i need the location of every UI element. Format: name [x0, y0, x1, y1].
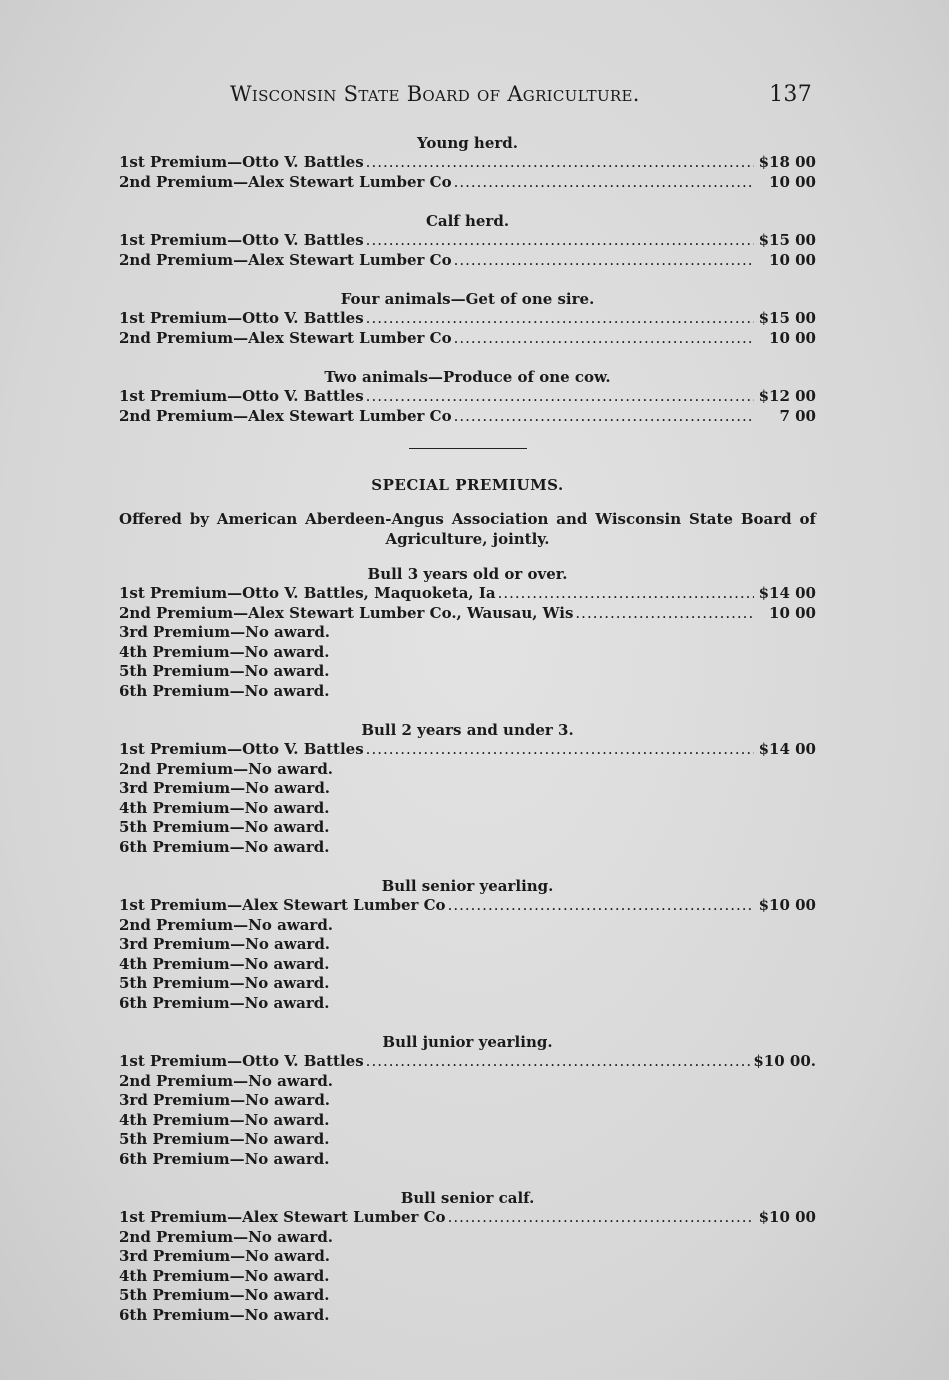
premium-entry: [119, 329, 816, 349]
premium-entry-label: 2nd Premium—Alex Stewart Lumber Co: [119, 172, 452, 191]
premium-entry-label: 4th Premium—No award.: [119, 954, 330, 973]
premium-entry: [119, 1072, 816, 1092]
premium-entry: [119, 309, 816, 329]
premium-entry-label: 2nd Premium—Alex Stewart Lumber Co., Wausau, Wis: [119, 603, 574, 622]
premium-entry: [119, 1247, 816, 1267]
premium-entry-label: 3rd Premium—No award.: [119, 623, 331, 641]
special-premiums-title: SPECIAL PREMIUMS.: [371, 476, 564, 494]
premium-class: [119, 1189, 816, 1325]
premium-entry: [119, 643, 816, 663]
premium-entry: [119, 623, 816, 643]
class-heading: Four animals—Get of one sire.: [340, 290, 595, 308]
premium-class: [119, 134, 816, 192]
premium-amount: $14 00: [758, 740, 816, 758]
class-heading: Two animals—Produce of one cow.: [324, 368, 611, 386]
dot-leader: [366, 1052, 752, 1072]
premium-entry-label: 5th Premium—No award.: [119, 1130, 330, 1148]
premium-entry-label: 4th Premium—No award.: [119, 1266, 330, 1285]
premium-entry-label: 3rd Premium—No award.: [119, 1091, 331, 1109]
premium-amount: $14 00: [758, 584, 816, 602]
section-gap: [119, 270, 816, 290]
premium-amount: 10 00: [769, 250, 816, 269]
premium-entry-label: 6th Premium—No award.: [119, 1149, 330, 1168]
premium-entry: [119, 153, 816, 173]
dot-leader: [448, 896, 754, 916]
premium-entry-label: 4th Premium—No award.: [119, 798, 330, 817]
premium-entry-label: 1st Premium—Otto V. Battles: [119, 309, 364, 327]
premium-entry-label: 2nd Premium—No award.: [119, 1227, 334, 1246]
section-gap: [119, 1013, 816, 1033]
premium-entry-label: 6th Premium—No award.: [119, 681, 330, 700]
premium-class: [119, 290, 816, 348]
premium-entry: [119, 740, 816, 760]
premium-entry: [119, 955, 816, 975]
premium-amount: 10 00: [769, 328, 816, 347]
premium-entry-label: 3rd Premium—No award.: [119, 1247, 331, 1265]
premium-entry-label: 5th Premium—No award.: [119, 974, 330, 992]
premium-entry: [119, 1130, 816, 1150]
premium-entry: [119, 584, 816, 604]
section-gap: [119, 348, 816, 368]
premium-amount: 7 00: [779, 406, 816, 425]
premium-entry-label: 1st Premium—Otto V. Battles: [119, 1052, 364, 1070]
class-heading: Bull senior calf.: [400, 1189, 535, 1207]
premium-entry-label: 2nd Premium—Alex Stewart Lumber Co: [119, 406, 452, 425]
premium-listing: [119, 134, 816, 1325]
premium-entry: [119, 1228, 816, 1248]
premium-amount: $10 00.: [753, 1052, 816, 1070]
premium-entry: [119, 682, 816, 702]
premium-class: [119, 877, 816, 1013]
premium-entry-label: 4th Premium—No award.: [119, 642, 330, 661]
premium-entry-label: 2nd Premium—Alex Stewart Lumber Co: [119, 328, 452, 347]
premium-entry-label: 5th Premium—No award.: [119, 818, 330, 836]
special-premiums-sponsor-note: Offered by American Aberdeen-Angus Association and Wisconsin State Board of Agriculture, jointly.: [119, 510, 816, 548]
premium-entry-label: 1st Premium—Otto V. Battles: [119, 231, 364, 249]
class-heading: Bull 3 years old or over.: [367, 565, 568, 583]
dot-leader: [366, 231, 754, 251]
premium-entry: [119, 838, 816, 858]
premium-entry-label: 1st Premium—Otto V. Battles, Maquoketa, Ia: [119, 584, 496, 602]
premium-entry: [119, 1111, 816, 1131]
premium-entry: [119, 1150, 816, 1170]
premium-entry: [119, 662, 816, 682]
class-premiums: [119, 134, 816, 426]
premium-entry-label: 2nd Premium—No award.: [119, 915, 334, 934]
premium-amount: 10 00: [769, 603, 816, 622]
premium-class: [119, 721, 816, 857]
premium-entry: [119, 407, 816, 427]
premium-entry-label: 1st Premium—Otto V. Battles: [119, 387, 364, 405]
premium-entry: [119, 935, 816, 955]
section-gap: [119, 1169, 816, 1189]
premium-entry-label: 6th Premium—No award.: [119, 837, 330, 856]
dot-leader: [498, 584, 754, 604]
premium-entry-label: 4th Premium—No award.: [119, 1110, 330, 1129]
premium-entry: [119, 173, 816, 193]
dot-leader: [454, 329, 754, 349]
premium-amount: 10 00: [769, 172, 816, 191]
premium-class: [119, 368, 816, 426]
class-heading: Bull junior yearling.: [382, 1033, 553, 1051]
premium-entry-label: 3rd Premium—No award.: [119, 779, 331, 797]
premium-entry-label: 1st Premium—Otto V. Battles: [119, 153, 364, 171]
premium-entry: [119, 231, 816, 251]
premium-entry-label: 3rd Premium—No award.: [119, 935, 331, 953]
premium-entry: [119, 779, 816, 799]
premium-entry: [119, 1267, 816, 1287]
premium-entry-label: 2nd Premium—No award.: [119, 759, 334, 778]
premium-entry-label: 2nd Premium—No award.: [119, 1071, 334, 1090]
premium-entry: [119, 1052, 816, 1072]
premium-entry-label: 1st Premium—Otto V. Battles: [119, 740, 364, 758]
premium-entry: [119, 251, 816, 271]
premium-entry: [119, 387, 816, 407]
premium-entry: [119, 799, 816, 819]
class-heading: Calf herd.: [425, 212, 510, 230]
premium-amount: $15 00: [758, 231, 816, 249]
dot-leader: [366, 387, 754, 407]
premium-entry-label: 2nd Premium—Alex Stewart Lumber Co: [119, 250, 452, 269]
dot-leader: [366, 153, 754, 173]
special-premium-classes: [119, 565, 816, 1325]
premium-entry: [119, 916, 816, 936]
section-gap: [119, 192, 816, 212]
premium-entry: [119, 896, 816, 916]
premium-entry: [119, 1091, 816, 1111]
premium-entry: [119, 1306, 816, 1326]
section-divider: [409, 448, 527, 449]
section-gap: [119, 857, 816, 877]
running-head-title: Wisconsin State Board of Agriculture.: [230, 82, 640, 106]
dot-leader: [366, 740, 754, 760]
premium-amount: $10 00: [758, 896, 816, 914]
premium-amount: $10 00: [758, 1208, 816, 1226]
premium-class: [119, 1033, 816, 1169]
premium-entry: [119, 604, 816, 624]
premium-entry: [119, 994, 816, 1014]
premium-entry-label: 1st Premium—Alex Stewart Lumber Co: [119, 896, 446, 914]
section-gap: [119, 701, 816, 721]
dot-leader: [454, 407, 754, 427]
page-number: 137: [769, 82, 812, 107]
dot-leader: [366, 309, 754, 329]
premium-entry-label: 6th Premium—No award.: [119, 1305, 330, 1324]
premium-class: [119, 212, 816, 270]
class-heading: Bull senior yearling.: [381, 877, 554, 895]
premium-amount: $18 00: [758, 153, 816, 171]
class-heading: Young herd.: [417, 134, 518, 152]
premium-entry-label: 1st Premium—Alex Stewart Lumber Co: [119, 1208, 446, 1226]
dot-leader: [454, 173, 754, 193]
premium-entry-label: 5th Premium—No award.: [119, 662, 330, 680]
premium-entry: [119, 1286, 816, 1306]
premium-entry: [119, 1208, 816, 1228]
premium-class: [119, 565, 816, 701]
premium-entry: [119, 818, 816, 838]
class-heading: Bull 2 years and under 3.: [361, 721, 574, 739]
premium-entry-label: 5th Premium—No award.: [119, 1286, 330, 1304]
premium-entry: [119, 974, 816, 994]
premium-entry-label: 6th Premium—No award.: [119, 993, 330, 1012]
dot-leader: [575, 604, 754, 624]
premium-amount: $12 00: [758, 387, 816, 405]
running-head: [230, 82, 820, 108]
premium-entry: [119, 760, 816, 780]
dot-leader: [454, 251, 754, 271]
premium-amount: $15 00: [758, 309, 816, 327]
dot-leader: [448, 1208, 754, 1228]
